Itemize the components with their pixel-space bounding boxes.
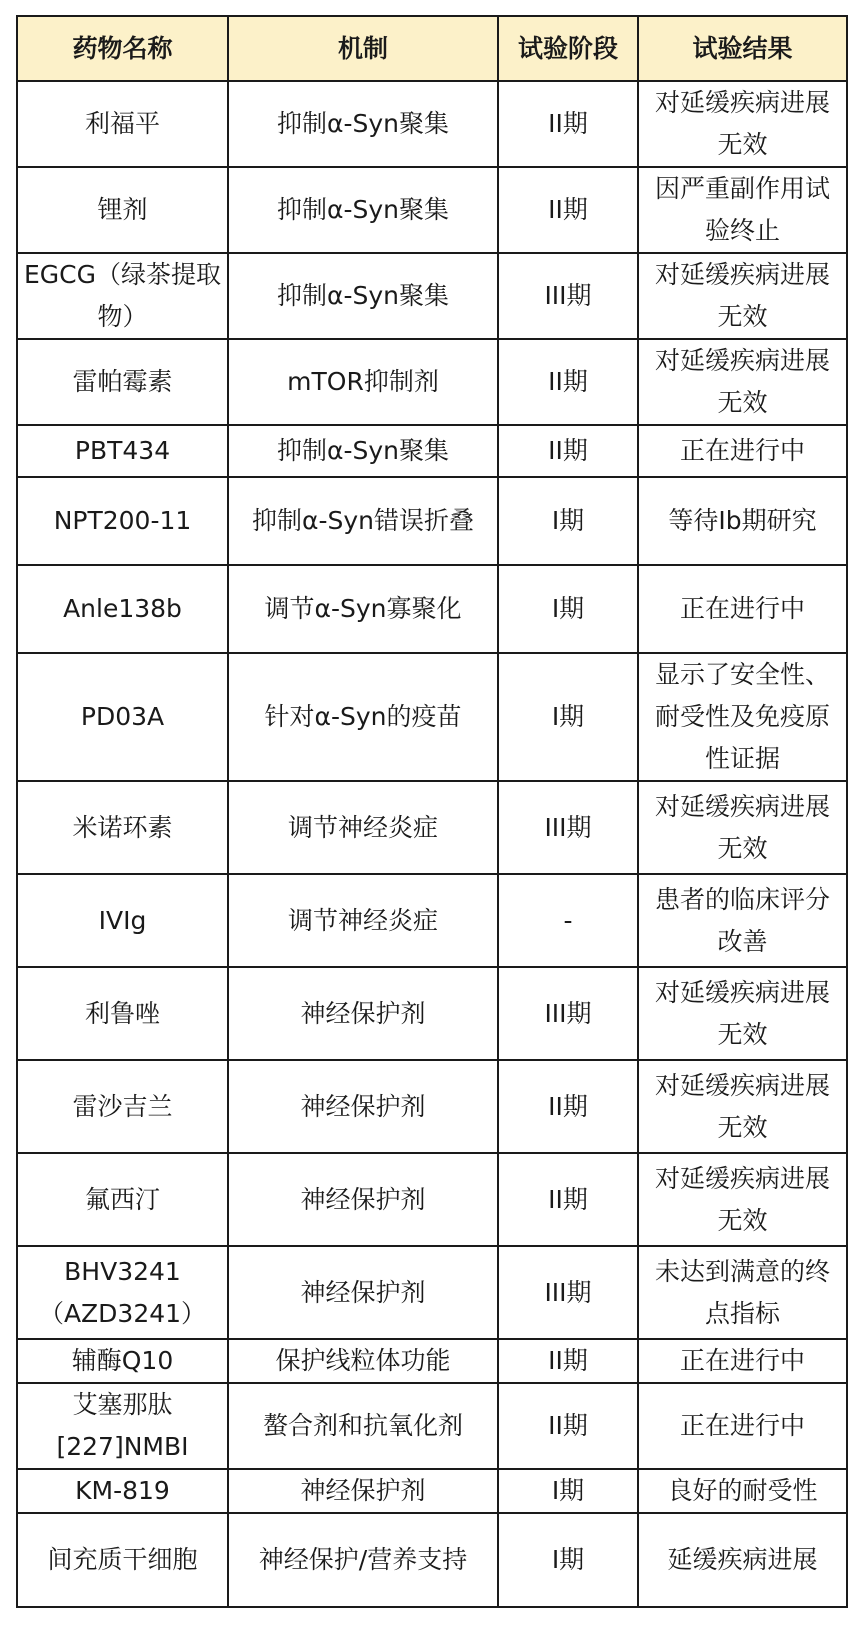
header-trial-phase: 试验阶段 xyxy=(498,16,638,81)
drug-name-cell: Anle138b xyxy=(17,565,228,653)
phase-cell: III期 xyxy=(498,781,638,874)
phase-cell: II期 xyxy=(498,339,638,425)
drug-name-cell: NPT200-11 xyxy=(17,477,228,565)
result-cell: 等待Ib期研究 xyxy=(638,477,847,565)
mechanism-cell: 抑制α-Syn聚集 xyxy=(228,81,498,167)
table-row xyxy=(17,1469,847,1513)
drug-name-cell: PD03A xyxy=(17,653,228,781)
drug-name-cell: 艾塞那肽[227]NMBI xyxy=(17,1383,228,1469)
result-cell: 未达到满意的终点指标 xyxy=(638,1246,847,1339)
mechanism-cell: 神经保护剂 xyxy=(228,1060,498,1153)
phase-cell: - xyxy=(498,874,638,967)
phase-cell: I期 xyxy=(498,565,638,653)
drug-name-cell: EGCG（绿茶提取物） xyxy=(17,253,228,339)
phase-cell: II期 xyxy=(498,1153,638,1246)
table-row xyxy=(17,1513,847,1607)
drug-name-cell: 锂剂 xyxy=(17,167,228,253)
result-cell: 对延缓疾病进展无效 xyxy=(638,339,847,425)
table-row xyxy=(17,874,847,967)
mechanism-cell: 抑制α-Syn聚集 xyxy=(228,253,498,339)
drug-name-cell: 利福平 xyxy=(17,81,228,167)
drug-name-cell: BHV3241（AZD3241） xyxy=(17,1246,228,1339)
result-cell: 正在进行中 xyxy=(638,1339,847,1383)
table-row xyxy=(17,653,847,781)
result-cell: 良好的耐受性 xyxy=(638,1469,847,1513)
table-row xyxy=(17,967,847,1060)
table-row xyxy=(17,1153,847,1246)
table-row xyxy=(17,477,847,565)
result-cell: 对延缓疾病进展无效 xyxy=(638,253,847,339)
table-row xyxy=(17,167,847,253)
drug-name-cell: 氟西汀 xyxy=(17,1153,228,1246)
drug-trials-table xyxy=(16,15,848,1608)
phase-cell: I期 xyxy=(498,1513,638,1607)
mechanism-cell: 抑制α-Syn聚集 xyxy=(228,167,498,253)
table-row xyxy=(17,253,847,339)
drug-name-cell: 米诺环素 xyxy=(17,781,228,874)
table-row xyxy=(17,1060,847,1153)
mechanism-cell: 抑制α-Syn错误折叠 xyxy=(228,477,498,565)
mechanism-cell: mTOR抑制剂 xyxy=(228,339,498,425)
header-drug-name: 药物名称 xyxy=(17,16,228,81)
phase-cell: II期 xyxy=(498,1060,638,1153)
mechanism-cell: 神经保护/营养支持 xyxy=(228,1513,498,1607)
result-cell: 对延缓疾病进展无效 xyxy=(638,1060,847,1153)
result-cell: 对延缓疾病进展无效 xyxy=(638,1153,847,1246)
phase-cell: I期 xyxy=(498,477,638,565)
table-row xyxy=(17,339,847,425)
mechanism-cell: 神经保护剂 xyxy=(228,967,498,1060)
header-mechanism: 机制 xyxy=(228,16,498,81)
mechanism-cell: 保护线粒体功能 xyxy=(228,1339,498,1383)
drug-name-cell: IVIg xyxy=(17,874,228,967)
phase-cell: I期 xyxy=(498,653,638,781)
phase-cell: II期 xyxy=(498,81,638,167)
result-cell: 延缓疾病进展 xyxy=(638,1513,847,1607)
mechanism-cell: 调节神经炎症 xyxy=(228,874,498,967)
header-trial-result: 试验结果 xyxy=(638,16,847,81)
phase-cell: I期 xyxy=(498,1469,638,1513)
table-row xyxy=(17,781,847,874)
table-row xyxy=(17,1246,847,1339)
mechanism-cell: 调节神经炎症 xyxy=(228,781,498,874)
drug-name-cell: 雷帕霉素 xyxy=(17,339,228,425)
result-cell: 正在进行中 xyxy=(638,1383,847,1469)
drug-name-cell: 利鲁唑 xyxy=(17,967,228,1060)
result-cell: 对延缓疾病进展无效 xyxy=(638,967,847,1060)
drug-name-cell: PBT434 xyxy=(17,425,228,477)
result-cell: 患者的临床评分改善 xyxy=(638,874,847,967)
mechanism-cell: 螯合剂和抗氧化剂 xyxy=(228,1383,498,1469)
mechanism-cell: 神经保护剂 xyxy=(228,1246,498,1339)
result-cell: 因严重副作用试验终止 xyxy=(638,167,847,253)
result-cell: 对延缓疾病进展无效 xyxy=(638,781,847,874)
table-row xyxy=(17,81,847,167)
phase-cell: III期 xyxy=(498,1246,638,1339)
mechanism-cell: 抑制α-Syn聚集 xyxy=(228,425,498,477)
phase-cell: II期 xyxy=(498,167,638,253)
table-row xyxy=(17,425,847,477)
drug-name-cell: 雷沙吉兰 xyxy=(17,1060,228,1153)
phase-cell: II期 xyxy=(498,425,638,477)
table-row xyxy=(17,1383,847,1469)
result-cell: 正在进行中 xyxy=(638,565,847,653)
phase-cell: III期 xyxy=(498,253,638,339)
mechanism-cell: 针对α-Syn的疫苗 xyxy=(228,653,498,781)
result-cell: 正在进行中 xyxy=(638,425,847,477)
mechanism-cell: 调节α-Syn寡聚化 xyxy=(228,565,498,653)
phase-cell: II期 xyxy=(498,1339,638,1383)
result-cell: 显示了安全性、耐受性及免疫原性证据 xyxy=(638,653,847,781)
phase-cell: III期 xyxy=(498,967,638,1060)
drug-name-cell: 辅酶Q10 xyxy=(17,1339,228,1383)
result-cell: 对延缓疾病进展无效 xyxy=(638,81,847,167)
mechanism-cell: 神经保护剂 xyxy=(228,1153,498,1246)
phase-cell: II期 xyxy=(498,1383,638,1469)
drug-name-cell: 间充质干细胞 xyxy=(17,1513,228,1607)
table-header-row xyxy=(17,16,847,81)
table-row xyxy=(17,1339,847,1383)
drug-name-cell: KM-819 xyxy=(17,1469,228,1513)
table-row xyxy=(17,565,847,653)
mechanism-cell: 神经保护剂 xyxy=(228,1469,498,1513)
